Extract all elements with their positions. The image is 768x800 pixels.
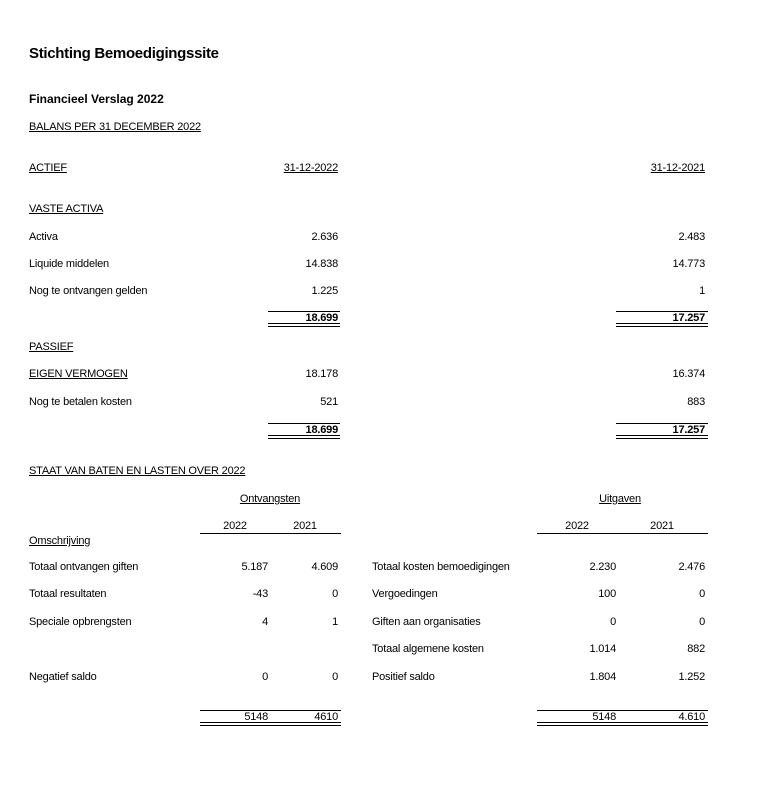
expense-2021: 0: [699, 616, 705, 628]
income-2021: 4.609: [311, 561, 338, 573]
expense-2022: 1.804: [589, 671, 616, 683]
col-previous-date: 31-12-2021: [650, 162, 705, 174]
income-total-double-rule: [200, 722, 341, 726]
liabilities-total-current: 18.699: [305, 424, 338, 436]
expense-label: Positief saldo: [372, 671, 435, 683]
expense-2021: 1.252: [678, 671, 705, 683]
income-2021: 1: [332, 616, 338, 628]
col-current-date: 31-12-2022: [283, 162, 338, 174]
income-2022: 0: [262, 671, 268, 683]
expense-year-current: 2022: [565, 520, 589, 532]
passief-label: PASSIEF: [29, 341, 74, 353]
assets-total-previous: 17.257: [672, 312, 705, 324]
expense-year-previous: 2021: [650, 520, 674, 532]
asset-current: 1.225: [311, 285, 338, 297]
asset-label: Liquide middelen: [29, 258, 109, 270]
liability-previous: 883: [687, 396, 705, 408]
income-label: Totaal ontvangen giften: [29, 561, 139, 573]
liability-label: EIGEN VERMOGEN: [29, 368, 128, 380]
assets-total-double-rule: [268, 323, 340, 327]
expense-year-rule: [537, 533, 708, 534]
description-label: Omschrijving: [29, 535, 91, 547]
liability-label: Nog te betalen kosten: [29, 396, 132, 408]
expense-label: Giften aan organisaties: [372, 616, 481, 628]
income-2022: 4: [262, 616, 268, 628]
income-total-2022: 5148: [244, 711, 268, 723]
liability-previous: 16.374: [672, 368, 705, 380]
income-year-rule: [200, 533, 341, 534]
income-label: Totaal resultaten: [29, 588, 107, 600]
expense-2021: 0: [699, 588, 705, 600]
expense-total-double-rule: [537, 722, 708, 726]
actief-label: ACTIEF: [29, 162, 67, 174]
income-year-current: 2022: [223, 520, 247, 532]
expense-2021: 2.476: [678, 561, 705, 573]
income-2021: 0: [332, 671, 338, 683]
expense-2022: 100: [598, 588, 616, 600]
liabilities-total-double-rule-prev: [616, 435, 708, 439]
asset-current: 14.838: [305, 258, 338, 270]
assets-total-current: 18.699: [305, 312, 338, 324]
asset-previous: 14.773: [672, 258, 705, 270]
income-2022: 5.187: [241, 561, 268, 573]
liabilities-total-double-rule: [268, 435, 340, 439]
expense-2022: 2.230: [589, 561, 616, 573]
expense-label: Totaal algemene kosten: [372, 643, 484, 655]
income-label: Speciale opbrengsten: [29, 616, 132, 628]
expense-label: Totaal kosten bemoedigingen: [372, 561, 510, 573]
report-title: Financieel Verslag 2022: [29, 92, 164, 106]
expense-label: Vergoedingen: [372, 588, 438, 600]
income-label: Negatief saldo: [29, 671, 97, 683]
expense-2021: 882: [687, 643, 705, 655]
asset-label: Activa: [29, 231, 58, 243]
expense-2022: 0: [610, 616, 616, 628]
liability-current: 521: [320, 396, 338, 408]
income-year-previous: 2021: [293, 520, 317, 532]
expense-heading: Uitgaven: [599, 493, 641, 505]
asset-previous: 1: [699, 285, 705, 297]
income-heading: Ontvangsten: [239, 493, 301, 505]
balance-heading: BALANS PER 31 DECEMBER 2022: [29, 121, 201, 133]
income-2022: -43: [252, 588, 268, 600]
expense-total-2022: 5148: [592, 711, 616, 723]
liability-current: 18.178: [305, 368, 338, 380]
vaste-activa-label: VASTE ACTIVA: [29, 203, 104, 215]
assets-total-double-rule-prev: [616, 323, 708, 327]
expense-total-2021: 4.610: [678, 711, 705, 723]
asset-previous: 2.483: [678, 231, 705, 243]
asset-label: Nog te ontvangen gelden: [29, 285, 148, 297]
liabilities-total-previous: 17.257: [672, 424, 705, 436]
asset-current: 2.636: [311, 231, 338, 243]
organization-name: Stichting Bemoedigingssite: [29, 45, 219, 62]
income-total-2021: 4610: [314, 711, 338, 723]
expense-2022: 1.014: [589, 643, 616, 655]
income-2021: 0: [332, 588, 338, 600]
statement-heading: STAAT VAN BATEN EN LASTEN OVER 2022: [29, 465, 246, 477]
